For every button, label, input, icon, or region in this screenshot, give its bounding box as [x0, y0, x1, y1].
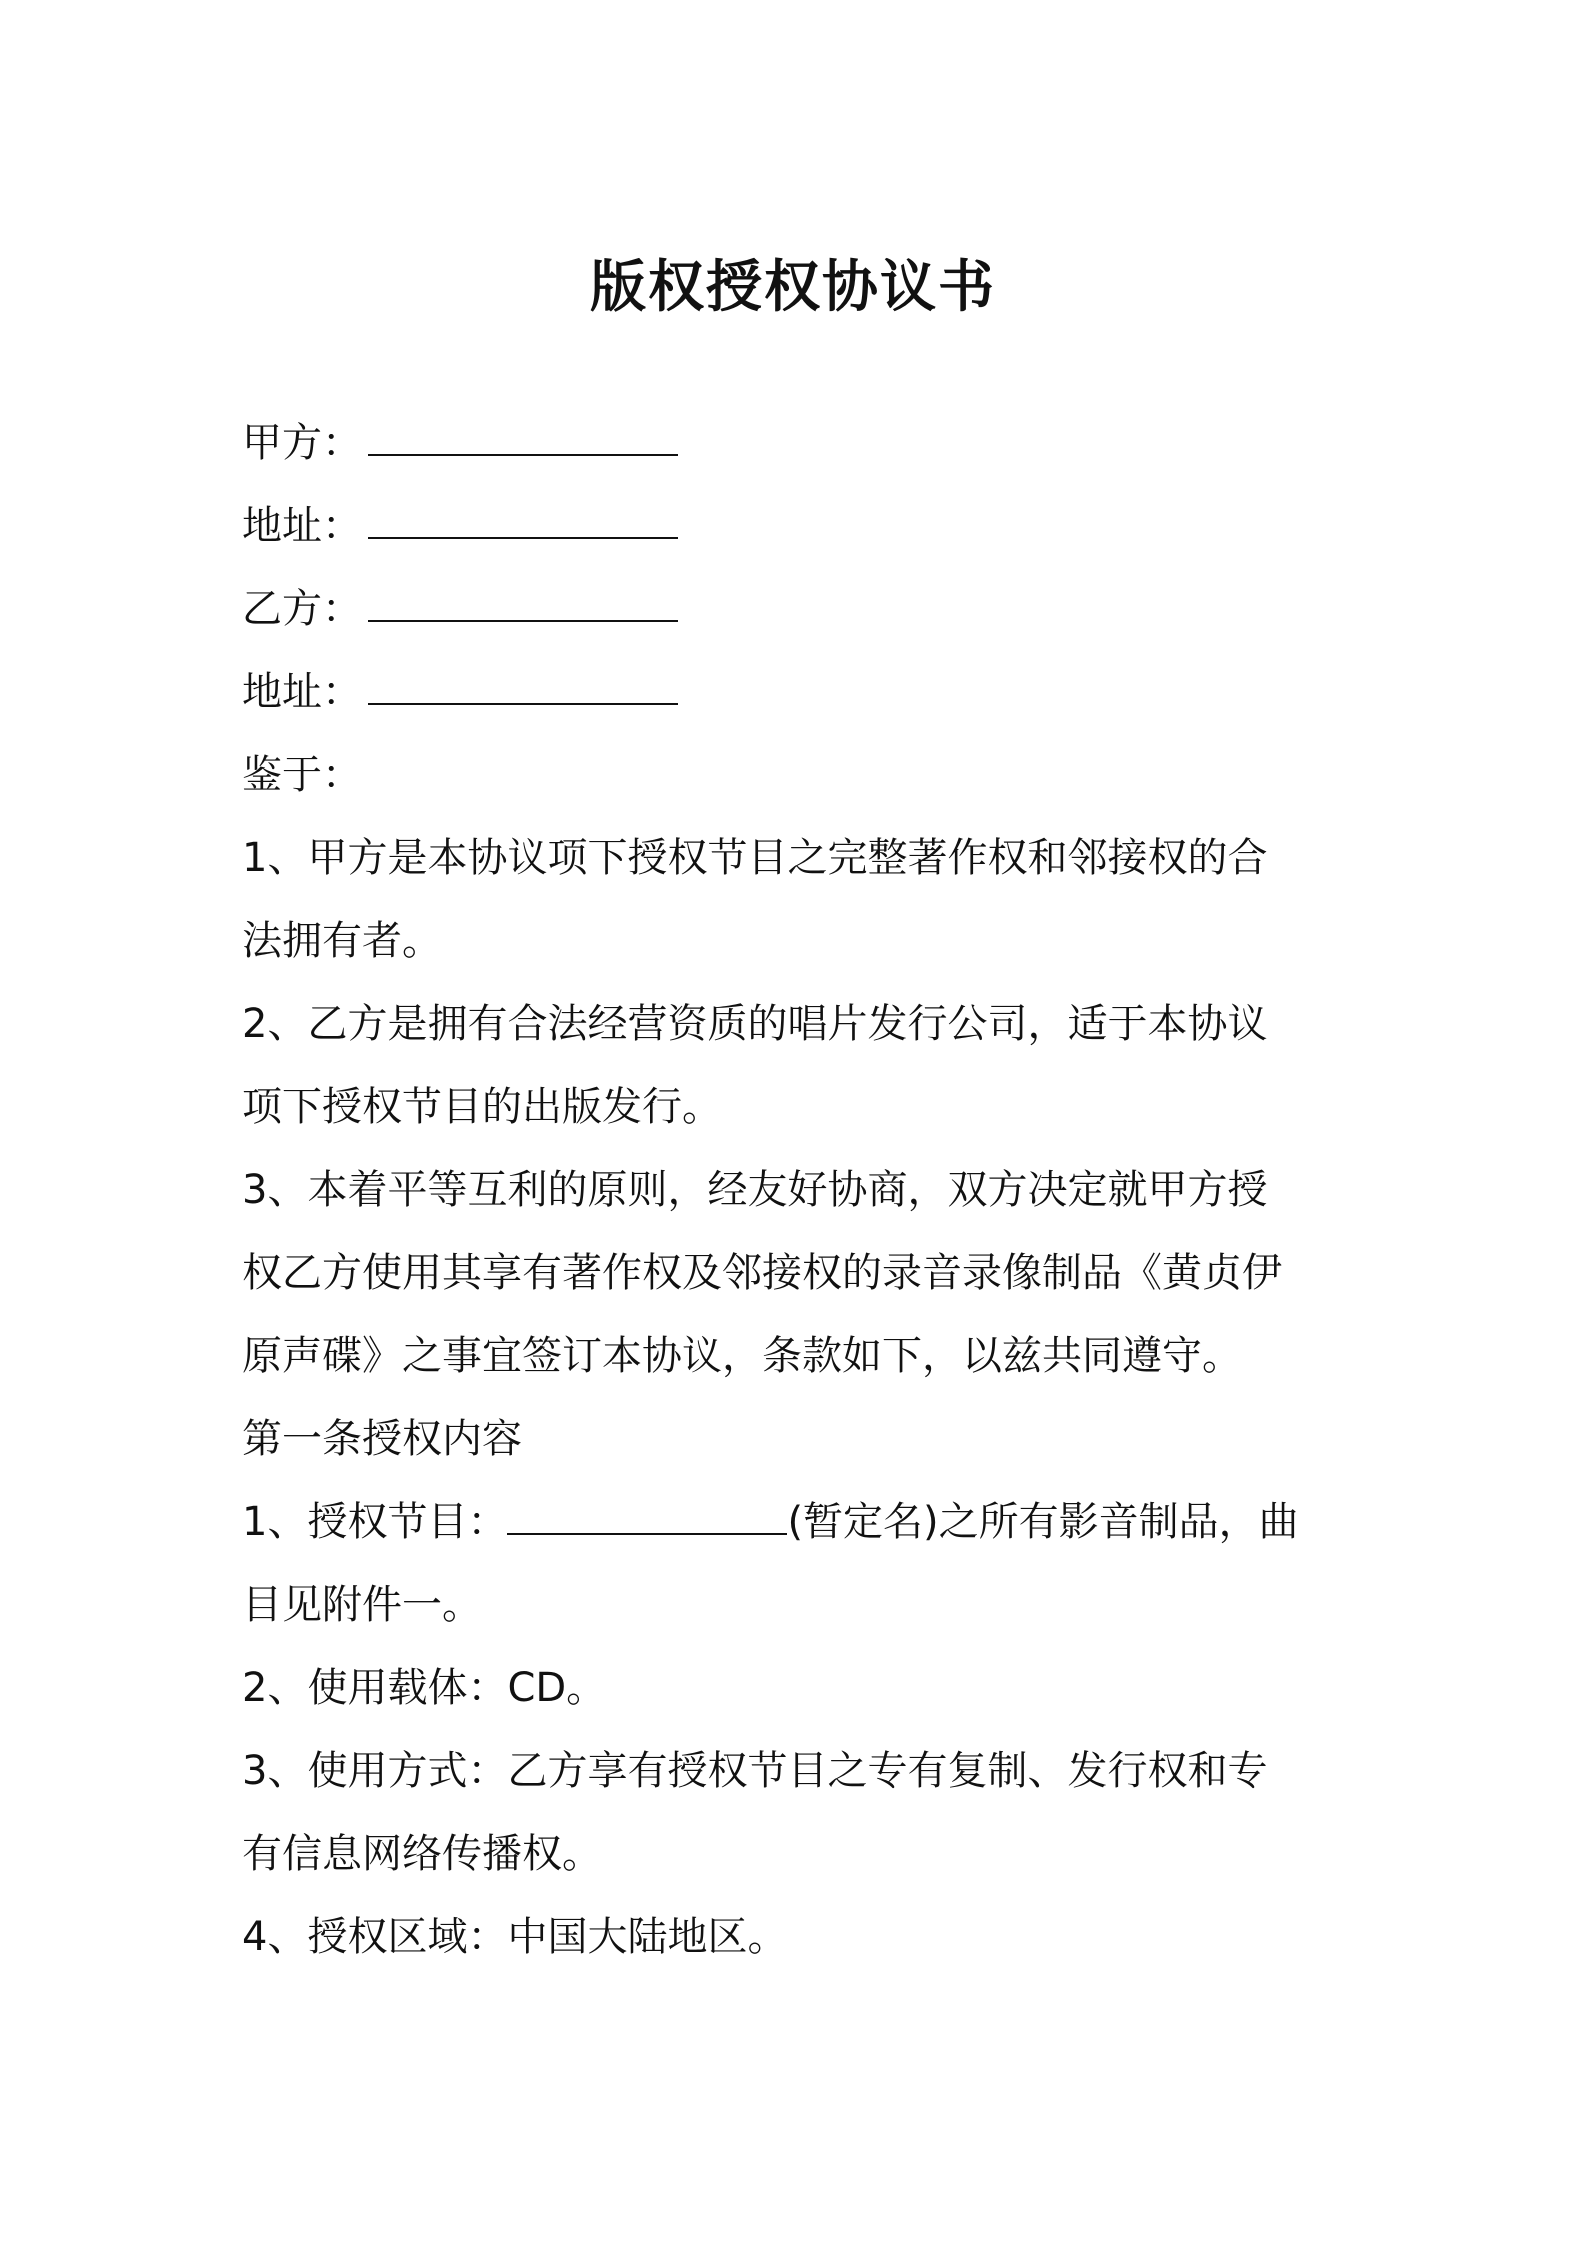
- party-b-address-label: 地址：: [242, 669, 362, 715]
- document-title: 版权授权协议书: [590, 255, 996, 320]
- article-heading: 第一条授权内容: [242, 1416, 522, 1462]
- authorized-program-blank: [507, 1503, 787, 1535]
- party-b-blank: [368, 590, 678, 622]
- party-b-line: [242, 568, 1362, 651]
- party-a-blank: [368, 424, 678, 456]
- whereas-heading: 鉴于：: [242, 752, 362, 798]
- clause-line: 权乙方使用其享有著作权及邻接权的录音录像制品《黄贞伊: [242, 1250, 1282, 1296]
- clause-line: 项下授权节目的出版发行。: [242, 1084, 722, 1130]
- authorized-program-suffix: (暂定名)之所有影音制品，曲: [787, 1499, 1299, 1545]
- clause-line: 2、乙方是拥有合法经营资质的唱片发行公司，适于本协议: [242, 1001, 1268, 1047]
- authorized-program-prefix: 1、授权节目：: [242, 1499, 508, 1545]
- party-b-address-line: [242, 651, 1362, 734]
- document-body: [242, 402, 1362, 1979]
- clause-line: 4、授权区域：中国大陆地区。: [242, 1914, 788, 1960]
- party-a-label: 甲方：: [242, 420, 362, 466]
- party-b-address-blank: [368, 673, 678, 705]
- clause-line: 2、使用载体：CD。: [242, 1665, 607, 1711]
- party-a-line: [242, 402, 1362, 485]
- clause-line: 3、本着平等互利的原则，经友好协商，双方决定就甲方授: [242, 1167, 1268, 1213]
- party-a-address-line: [242, 485, 1362, 568]
- clause-line: 原声碟》之事宜签订本协议，条款如下，以兹共同遵守。: [242, 1333, 1242, 1379]
- party-b-label: 乙方：: [242, 586, 362, 632]
- clause-line: 目见附件一。: [242, 1582, 482, 1628]
- clause-line: 有信息网络传播权。: [242, 1831, 602, 1877]
- authorized-program-line: [242, 1481, 1362, 1564]
- clause-line: 3、使用方式：乙方享有授权节目之专有复制、发行权和专: [242, 1748, 1268, 1794]
- clause-line: 法拥有者。: [242, 918, 442, 964]
- party-a-address-blank: [368, 507, 678, 539]
- clause-line: 1、甲方是本协议项下授权节目之完整著作权和邻接权的合: [242, 835, 1268, 881]
- party-a-address-label: 地址：: [242, 503, 362, 549]
